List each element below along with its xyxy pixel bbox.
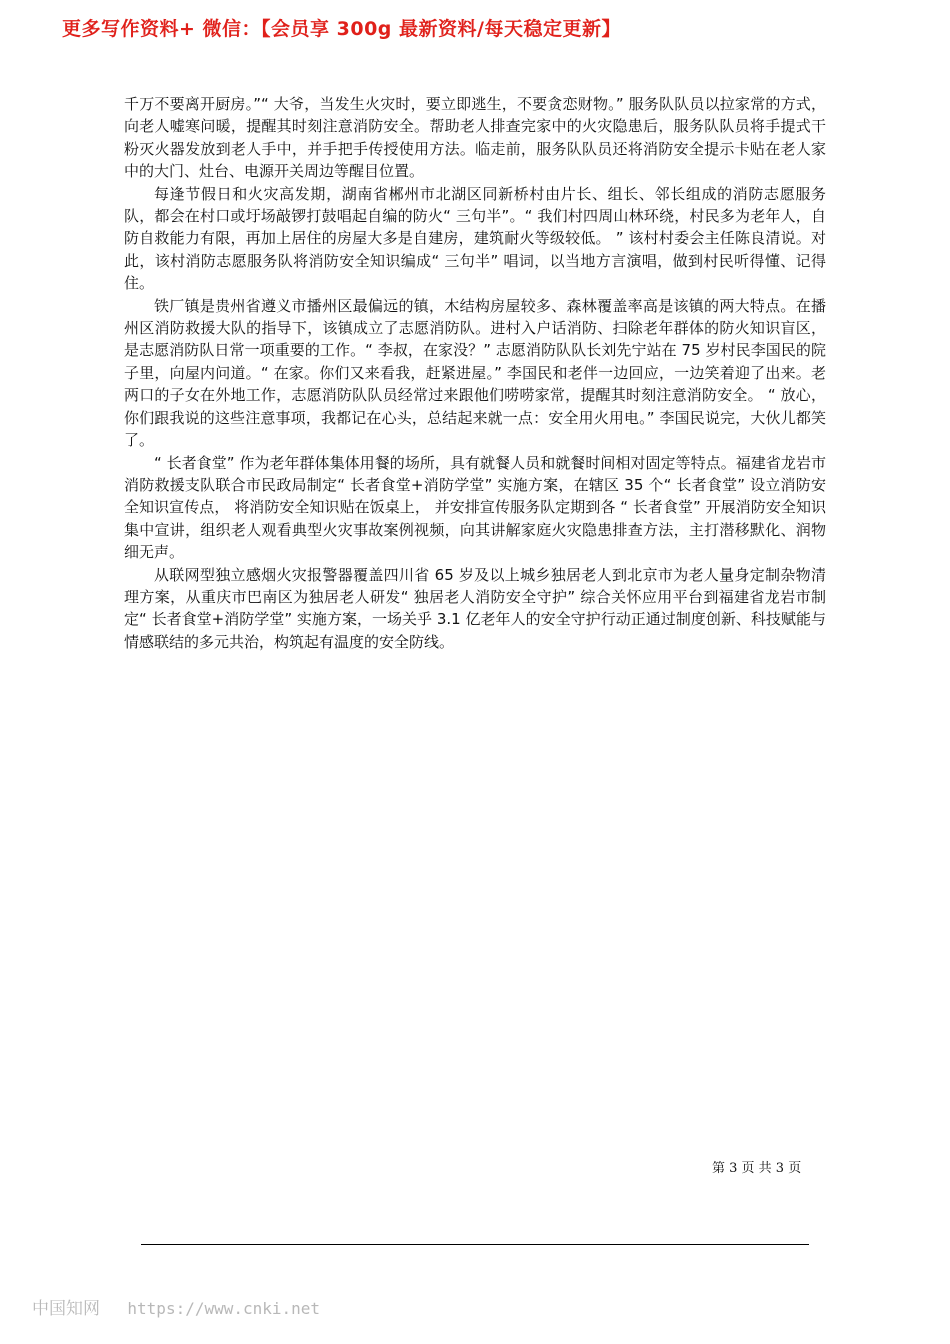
- article-paragraph: 千万不要离开厨房。”“ 大爷，当发生火灾时，要立即逃生，不要贪恋财物。” 服务队队员以拉家常的方式，向老人嘘寒问暖，提醒其时刻注意消防安全。帮助老人排查完家中的火灾隐患后，服务队队员将手提式干粉灭火器发放到老人手中，并手把手传授使用方法。临走前，服务队队员还将消防安全提示卡贴在老人家中的大门、灶台、电源开关周边等醒目位置。: [124, 95, 826, 181]
- article-paragraph: 从联网型独立感烟火灾报警器覆盖四川省 65 岁及以上城乡独居老人到北京市为老人量身定制杂物清理方案，从重庆市巴南区为独居老人研发“ 独居老人消防安全守护” 综合关怀应用平台到福建省龙岩市制定“ 长者食堂+消防学堂” 实施方案，一场关乎 3.1 亿老年人的安全守护行动正通过制度创新、科技赋能与情感联结的多元共治，构筑起有温度的安全防线。: [124, 565, 826, 651]
- watermark-url: https://www.cnki.net: [127, 1299, 321, 1318]
- footer-divider: [141, 1244, 809, 1245]
- watermark-name: 中国知网: [32, 1299, 100, 1319]
- cnki-watermark: [32, 1294, 320, 1319]
- article-body: [124, 93, 826, 653]
- page-number: 第 3 页 共 3 页: [712, 1161, 802, 1176]
- article-paragraph: “ 长者食堂” 作为老年群体集体用餐的场所，具有就餐人员和就餐时间相对固定等特点。福建省龙岩市消防救援支队联合市民政局制定“ 长者食堂+消防学堂” 实施方案，在辖区 35 个“ 长者食堂” 设立消防安全知识宣传点， 将消防安全知识贴在饭桌上， 并安排宣传服务队定期到各 “ 长者食堂” 开展消防安全知识集中宣讲，组织老人观看典型火灾事故案例视频，向其讲解家庭火灾隐患排查方法，主打潜移默化、润物细无声。: [124, 453, 826, 562]
- article-paragraph: 铁厂镇是贵州省遵义市播州区最偏远的镇，木结构房屋较多、森林覆盖率高是该镇的两大特点。在播州区消防救援大队的指导下，该镇成立了志愿消防队。进村入户话消防、扫除老年群体的防火知识盲区，是志愿消防队日常一项重要的工作。“ 李叔，在家没？” 志愿消防队队长刘先宁站在 75 岁村民李国民的院子里，向屋内问道。“ 在家。你们又来看我，赶紧进屋。” 李国民和老伴一边回应，一边笑着迎了出来。老两口的子女在外地工作，志愿消防队队员经常过来跟他们唠唠家常，提醒其时刻注意消防安全。 “ 放心，你们跟我说的这些注意事项，我都记在心头，总结起来就一点：安全用火用电。” 李国民说完，大伙儿都笑了。: [124, 296, 826, 450]
- promo-banner: 更多写作资料+ 微信：【会员享 300g 最新资料/每天稳定更新】: [62, 18, 621, 40]
- article-paragraph: 每逢节假日和火灾高发期，湖南省郴州市北湖区同新桥村由片长、组长、邻长组成的消防志愿服务队，都会在村口或圩场敲锣打鼓唱起自编的防火“ 三句半”。“ 我们村四周山林环绕，村民多为老年人，自防自救能力有限，再加上居住的房屋大多是自建房，建筑耐火等级较低。 ” 该村村委会主任陈良清说。对此，该村消防志愿服务队将消防安全知识编成“ 三句半” 唱词，以当地方言演唱，做到村民听得懂、记得住。: [124, 184, 826, 293]
